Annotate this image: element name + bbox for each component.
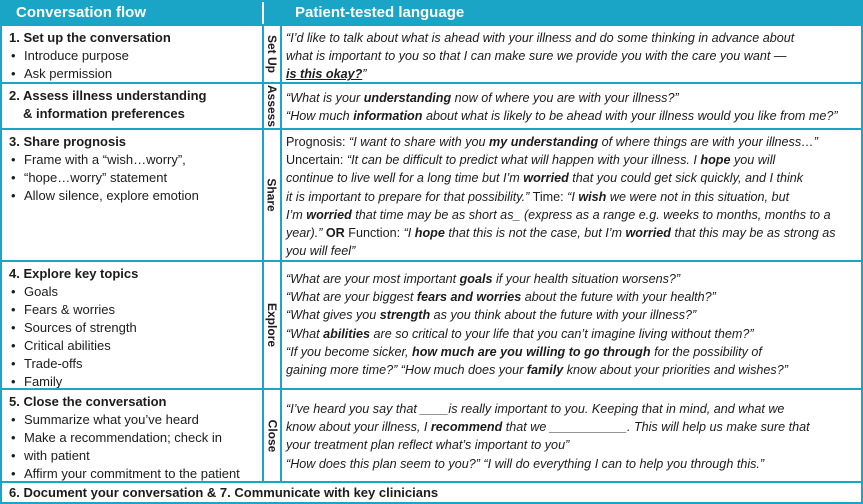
language-text: “What is your (286, 91, 364, 105)
list-item: • Make a recommendation; check in (9, 429, 262, 447)
table-header (2, 2, 861, 24)
list-item: • Critical abilities (9, 337, 262, 355)
language-line (286, 188, 857, 206)
language-line (286, 151, 857, 169)
language-text: “What (286, 326, 324, 341)
row-title: 3. Share prognosis (9, 134, 127, 149)
list-item: • Family (9, 373, 262, 391)
language-text: continue to live well for a long time but I’m (286, 171, 524, 186)
language-line (286, 270, 857, 288)
row-label (262, 262, 282, 388)
row-close-flow (2, 390, 262, 481)
row-language (286, 84, 861, 128)
row-label-text: Explore (265, 302, 280, 348)
language-emphasis: understanding (363, 91, 452, 105)
language-text: “How much (286, 109, 354, 124)
language-line: what is important to you so that I can make sure we provide you with the care you want — (286, 49, 787, 64)
row-label-text: Assess (265, 84, 280, 128)
language-line (286, 89, 857, 107)
row-title: 4. Explore key topics (9, 266, 139, 281)
row-title: 2. Assess illness understanding (9, 88, 207, 103)
list-item: • Ask permission (9, 65, 262, 83)
row-set-up (2, 24, 861, 82)
language-emphasis: worried (306, 207, 352, 222)
language-emphasis: goals (459, 272, 493, 286)
list-item: • Sources of strength (9, 319, 262, 337)
language-text: it is important to prepare for that possibility.” (286, 189, 530, 204)
language-text: ” (362, 67, 367, 82)
language-text: know about your illness, I (286, 420, 431, 435)
language-line (286, 169, 857, 187)
language-emphasis: strength (379, 308, 431, 323)
language-line (286, 288, 857, 306)
language-line: “I’ve heard you say that ____is really important to you. Keeping that in mind, and what we (286, 402, 785, 416)
row-share (2, 128, 861, 260)
row-title: 5. Close the conversation (9, 394, 167, 409)
footer-row: 6. Document your conversation & 7. Communicate with key clinicians (2, 481, 861, 502)
row-explore (2, 260, 861, 388)
row-explore-flow (2, 262, 262, 388)
language-text: that this is not the case, but I’m (444, 226, 626, 241)
language-line (286, 224, 857, 242)
language-text: we were not in this situation, but (606, 189, 790, 204)
header-patient-language: Patient-tested language (295, 4, 465, 21)
list-item-cont (9, 447, 262, 465)
list-item: • Introduce purpose (9, 47, 262, 65)
header-conversation-flow: Conversation flow (16, 4, 147, 21)
row-close (2, 388, 861, 481)
language-line: “How does this plan seem to you?” “I will do everything I can to help you through this.” (286, 456, 765, 471)
language-line (286, 107, 857, 125)
language-emphasis: recommend (430, 420, 503, 435)
language-label: Uncertain: (286, 153, 347, 168)
language-emphasis: hope (414, 226, 445, 241)
language-text: that we ___________. This will help us make sure that (502, 420, 810, 435)
language-label: Time: (529, 189, 568, 204)
language-text: if your health situation worsens?” (492, 272, 681, 286)
language-emphasis: information (353, 109, 423, 124)
language-text: know about your priorities and wishes?” (563, 363, 788, 378)
language-line (286, 206, 857, 224)
language-text: that this may be as strong as (671, 226, 836, 241)
list-item-cont (9, 169, 262, 187)
row-title: 1. Set up the conversation (9, 30, 171, 45)
language-emphasis: fears and worries (416, 290, 522, 305)
row-label-text: Share (265, 178, 280, 212)
list-item-text: with patient (24, 448, 90, 463)
row-share-flow (2, 130, 262, 260)
language-emphasis: abilities (323, 326, 370, 341)
language-line: “I’d like to talk about what is ahead with your illness and do some thinking in advance about (286, 31, 795, 45)
row-language (286, 130, 861, 260)
language-or: OR (322, 226, 349, 241)
language-text: “I (567, 189, 579, 204)
header-divider (262, 2, 264, 24)
language-text: are so critical to your life that you can’t imagine living without them?” (370, 326, 754, 341)
language-text: about what is likely to be ahead with your illness would you like from me?” (422, 109, 838, 124)
language-text: for the possibility of (650, 344, 762, 359)
language-text: you will (730, 153, 776, 168)
row-assess (2, 82, 861, 128)
language-text: “I want to share with you (349, 135, 489, 149)
list-item: • Trade-offs (9, 355, 262, 373)
language-text: “What gives you (286, 308, 380, 323)
language-label: Prognosis: (286, 135, 349, 149)
language-text: gaining more time?” “How much does your (286, 363, 527, 378)
language-emphasis: family (526, 363, 564, 378)
row-label (262, 26, 282, 82)
language-emphasis: is this okay? (286, 67, 363, 82)
row-label (262, 390, 282, 481)
row-label (262, 84, 282, 128)
language-label: Function: (348, 226, 404, 241)
language-text: “I (403, 226, 415, 241)
language-emphasis: my understanding (489, 135, 599, 149)
language-line (286, 325, 857, 343)
language-text: year).” (286, 226, 323, 241)
row-label-text: Set Up (265, 34, 280, 74)
language-line: your treatment plan reflect what’s important to you” (286, 438, 570, 453)
language-text: “It can be difficult to predict what will happen with your illness. I (346, 153, 701, 168)
row-language (286, 390, 861, 481)
language-line (286, 343, 857, 361)
row-language (286, 262, 861, 388)
list-item: • Allow silence, explore emotion (9, 187, 262, 205)
language-line (286, 242, 857, 260)
language-emphasis: worried (625, 226, 671, 241)
language-emphasis: worried (523, 171, 569, 186)
language-text: “What are your most important (286, 272, 460, 286)
language-text: now of where you are with your illness?” (451, 91, 679, 105)
row-set-up-flow (2, 26, 262, 82)
language-emphasis: hope (700, 153, 731, 168)
row-label (262, 130, 282, 260)
list-item: • Frame with a “wish…worry”, (9, 151, 262, 169)
language-text: “What are your biggest (286, 290, 417, 305)
language-text: I’m (286, 207, 307, 222)
language-text: that time may be as short as_ (express as a range e.g. weeks to months, months to a (351, 207, 831, 222)
language-line (286, 418, 857, 436)
language-line (286, 133, 857, 151)
language-text: that you could get sick quickly, and I think (568, 171, 804, 186)
language-emphasis: wish (578, 189, 607, 204)
list-item-text: “hope…worry” statement (24, 170, 168, 185)
language-line (286, 361, 857, 379)
list-item: • Affirm your commitment to the patient (9, 465, 262, 483)
row-assess-flow (2, 84, 262, 128)
list-item: • Goals (9, 283, 262, 301)
row-title-cont: & information preferences (23, 106, 185, 121)
list-item: • Summarize what you’ve heard (9, 411, 262, 429)
language-text: you will feel” (286, 244, 356, 259)
language-text: as you think about the future with your illness?” (430, 308, 697, 323)
row-label-text: Close (265, 419, 279, 452)
row-language (286, 26, 861, 82)
language-text: about the future with your health?” (521, 290, 716, 305)
language-text: “If you become sicker, (286, 344, 412, 359)
language-line (286, 306, 857, 324)
language-text: of where things are with your illness…” (598, 135, 818, 149)
list-item: • Fears & worries (9, 301, 262, 319)
language-emphasis: how much are you willing to go through (412, 344, 651, 359)
